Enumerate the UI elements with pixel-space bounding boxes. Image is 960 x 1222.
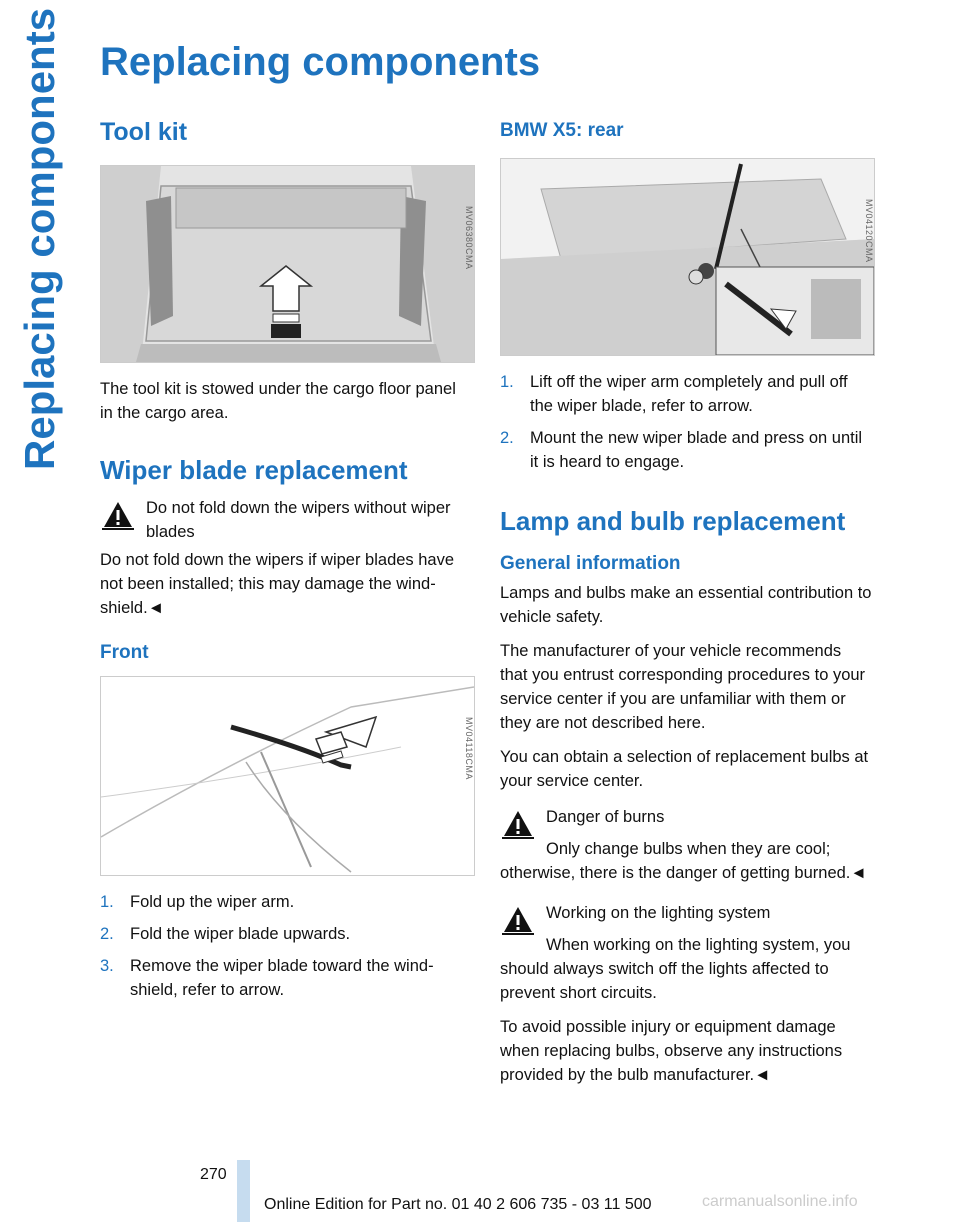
left-column xyxy=(100,110,473,1010)
tool-kit-text: The tool kit is stowed under the cargo floor panel in the cargo area. xyxy=(100,380,456,422)
warning-icon xyxy=(502,905,534,935)
side-chapter-title: Replacing components xyxy=(16,7,63,470)
warning-text: When working on the lighting system, you should always switch off the lights affected to prevent short circuits. xyxy=(500,936,851,1002)
figure-code: MV04118CMA xyxy=(464,717,474,780)
footer-text: Online Edition for Part no. 01 40 2 606 735 - 03 11 500 xyxy=(264,1196,652,1213)
lamp-heading: Lamp and bulb replacement xyxy=(500,506,846,536)
right-column xyxy=(500,110,873,1097)
list-item: 2. Fold the wiper blade upwards. xyxy=(100,925,351,943)
cargo-area-figure xyxy=(100,165,475,363)
watermark: carmanualsonline.info xyxy=(702,1193,858,1210)
list-item: 1. Fold up the wiper arm. xyxy=(100,893,295,911)
warning-title: Do not fold down the wipers without wiper blades xyxy=(146,499,451,541)
warning-icon xyxy=(102,500,134,530)
front-wiper-illustration xyxy=(101,677,474,875)
general-info-heading: General information xyxy=(500,553,681,574)
cargo-area-illustration xyxy=(101,166,474,362)
footer-bar xyxy=(237,1160,250,1222)
lamp-paragraph-4: To avoid possible injury or equipment damage when replacing bulbs, observe any instructions provided by the bulb manufacturer.◄ xyxy=(500,1018,843,1084)
rear-wiper-illustration xyxy=(501,159,874,355)
lamp-paragraph-3: You can obtain a selection of replacement bulbs at your service center. xyxy=(500,748,869,790)
lamp-paragraph-2: The manufacturer of your vehicle recommends that you entrust corresponding procedures to your service center if you are unfamiliar with them or they are not described here. xyxy=(500,642,866,732)
page-title: Replacing components xyxy=(100,40,541,84)
warning-title: Danger of burns xyxy=(546,808,665,826)
x5-rear-heading: BMW X5: rear xyxy=(500,120,624,141)
figure-code: MV04120CMA xyxy=(864,199,874,263)
tool-kit-heading: Tool kit xyxy=(100,118,188,146)
warning-text: Only change bulbs when they are cool; otherwise, there is the danger of getting burned.◄ xyxy=(500,840,867,882)
lighting-warning xyxy=(500,901,873,925)
front-steps-list xyxy=(100,890,473,1002)
wiper-warning xyxy=(100,496,473,544)
list-item: 1. Lift off the wiper arm completely and pull off the wiper blade, refer to arrow. xyxy=(500,373,848,415)
figure-code: MV06380CMA xyxy=(464,206,474,270)
lamp-paragraph-1: Lamps and bulbs make an essential contribution to vehicle safety. xyxy=(500,584,872,626)
warning-text: Do not fold down the wipers if wiper blades have not been installed; this may damage the wind-shield.◄ xyxy=(100,551,455,617)
list-item: 2. Mount the new wiper blade and press on until it is heard to engage. xyxy=(500,429,863,471)
page-number: 270 xyxy=(200,1166,227,1183)
warning-icon xyxy=(502,809,534,839)
front-heading: Front xyxy=(100,642,149,663)
rear-wiper-figure xyxy=(500,158,875,356)
burn-warning xyxy=(500,805,873,829)
rear-steps-list xyxy=(500,370,873,474)
warning-title: Working on the lighting system xyxy=(546,904,771,922)
list-item: 3. Remove the wiper blade toward the wind-shield, refer to arrow. xyxy=(100,957,434,999)
wiper-heading: Wiper blade replacement xyxy=(100,455,408,485)
front-wiper-figure xyxy=(100,676,475,876)
